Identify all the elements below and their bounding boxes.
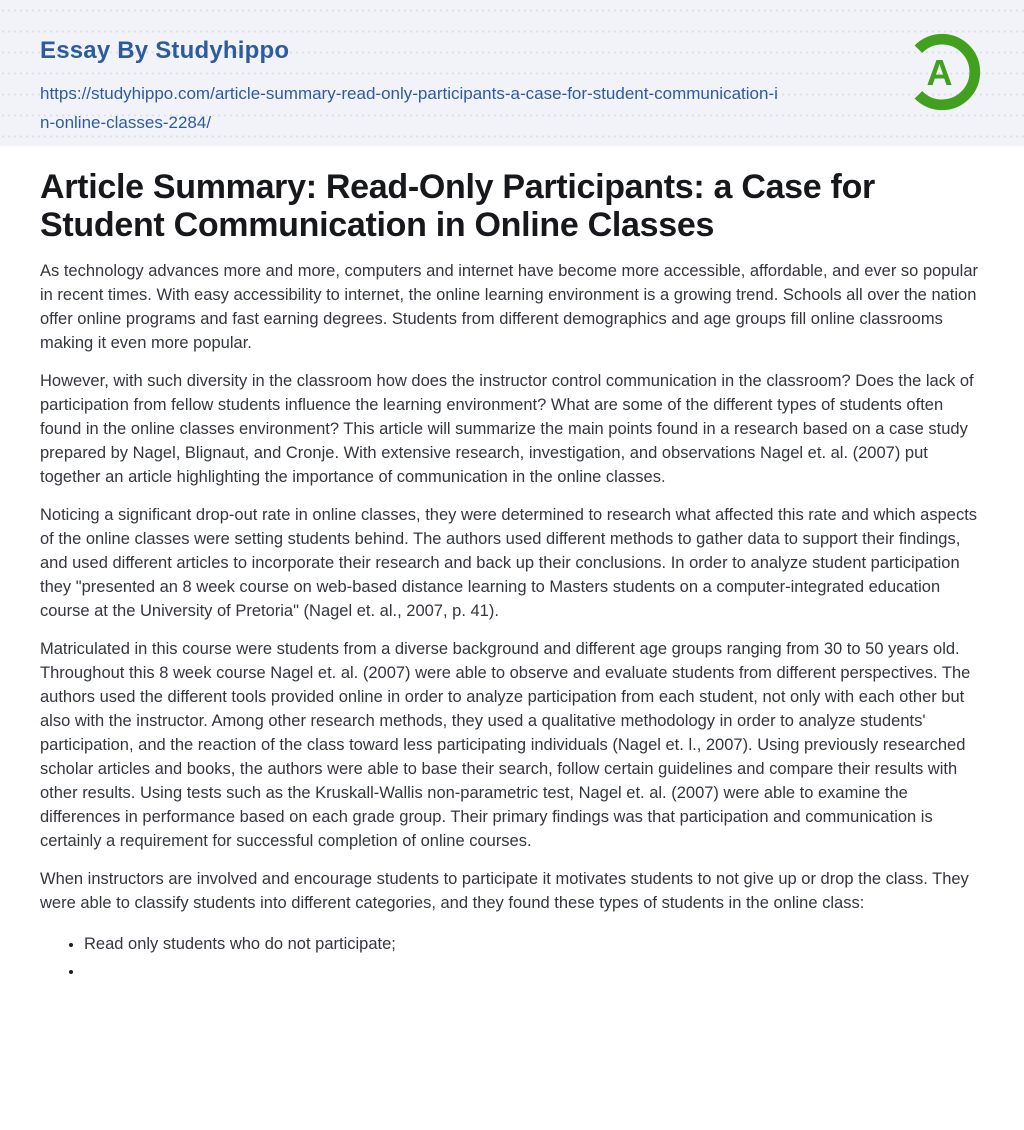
site-name: Essay By Studyhippo: [40, 37, 290, 64]
article-body: [40, 259, 984, 985]
list-item: • Read only students who do not participate;: [84, 931, 984, 958]
list-item: [84, 958, 984, 985]
article-paragraph: However, with such diversity in the classroom how does the instructor control communication in the classroom? Does the lack of participation from fellow students influence the learning environment? What are some of the different types of students often found in the online classes environment? This article will summarize the main points found in a research based on a case study prepared by Nagel, Blignaut, and Cronje. With extensive research, investigation, and observations Nagel et. al. (2007) put together an article highlighting the importance of communication in the online classes.: [40, 372, 974, 486]
article-content: [0, 146, 1024, 985]
student-types-list: [40, 931, 984, 985]
page-header: [0, 0, 1024, 146]
logo-arc-icon: [901, 31, 983, 113]
article-paragraph: Matriculated in this course were students from a diverse background and different age groups ranging from 30 to 50 years old. Throughout this 8 week course Nagel et. al. (2007) were able to observe and evaluate students from different perspectives. The authors used the different tools provided online in order to analyze participation from each student, not only with each other but also with the instructor. Among other research methods, they used a qualitative methodology in order to analyze students' participation, and the reaction of the class toward less participating individuals (Nagel et. l., 2007). Using previously researched scholar articles and books, the authors were able to base their search, follow certain guidelines and compare their results with other results. Using tests such as the Kruskall-Wallis non-parametric test, Nagel et. al. (2007) were able to examine the differences in performance based on each grade group. Their primary findings was that participation and communication is certainly a requirement for successful completion of online courses.: [40, 640, 971, 850]
article-url-link[interactable]: https://studyhippo.com/article-summary-read-only-participants-a-case-for-student-communication-in-online-classes-2284/: [40, 84, 778, 132]
studyhippo-logo: [901, 31, 983, 113]
logo-letter: A: [926, 52, 953, 94]
article-paragraph: Noticing a significant drop-out rate in online classes, they were determined to research what affected this rate and which aspects of the online classes were setting students behind. The authors used different methods to gather data to support their findings, and used different articles to incorporate their research and back up their conclusions. In order to analyze student participation they "presented an 8 week course on web-based distance learning to Masters students on a computer-integrated education course at the University of Pretoria" (Nagel et. al., 2007, p. 41).: [40, 506, 978, 620]
article-paragraph: As technology advances more and more, computers and internet have become more accessible, affordable, and ever so popular in recent times. With easy accessibility to internet, the online learning environment is a growing trend. Schools all over the nation offer online programs and fast earning degrees. Students from different demographics and age groups fill online classrooms making it even more popular.: [40, 262, 978, 352]
article-title: Article Summary: Read-Only Participants: a Case for Student Communication in Online Classes: [40, 168, 875, 244]
article-paragraph: When instructors are involved and encourage students to participate it motivates students to not give up or drop the class. They were able to classify students into different categories, and they found these types of students in the online class:: [40, 870, 969, 912]
